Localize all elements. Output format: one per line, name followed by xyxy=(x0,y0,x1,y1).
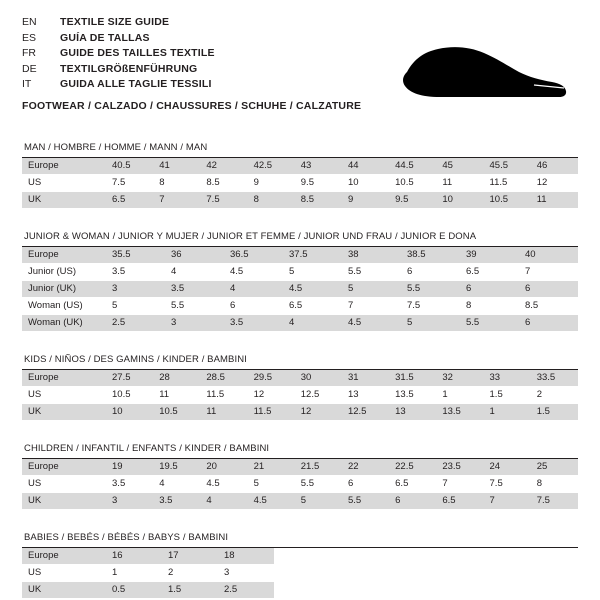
size-cell: 21.5 xyxy=(295,459,342,476)
size-table xyxy=(22,158,578,209)
size-cell: 35.5 xyxy=(106,247,165,264)
size-cell: 10.5 xyxy=(484,192,531,209)
size-cell: 6.5 xyxy=(389,476,436,493)
size-cell: 33 xyxy=(484,370,531,387)
language-title: GUIDA ALLE TAGLIE TESSILI xyxy=(60,78,212,90)
size-cell: 3.5 xyxy=(106,264,165,281)
size-cell: 17 xyxy=(162,548,218,565)
language-code: DE xyxy=(22,62,37,75)
language-code: EN xyxy=(22,16,37,28)
size-cell: 31.5 xyxy=(389,370,436,387)
language-row xyxy=(22,78,215,94)
table-row xyxy=(22,459,578,476)
size-cell: 7.5 xyxy=(200,192,247,209)
size-cell: 13 xyxy=(389,404,436,421)
language-title-list xyxy=(22,16,215,94)
size-row-label: UK xyxy=(22,192,106,209)
size-cell: 2 xyxy=(531,387,578,404)
language-title: GUÍA DE TALLAS xyxy=(60,31,150,44)
size-cell: 1 xyxy=(106,565,162,582)
size-cell: 22 xyxy=(342,459,389,476)
size-cell: 11.5 xyxy=(248,404,295,421)
size-cell: 42 xyxy=(200,158,247,175)
size-cell: 4.5 xyxy=(342,315,401,332)
size-cell: 5.5 xyxy=(295,476,342,493)
size-cell: 2.5 xyxy=(218,582,274,599)
table-row xyxy=(22,247,578,264)
size-cell: 19 xyxy=(106,459,153,476)
size-row-label: Junior (US) xyxy=(22,264,106,281)
size-cell: 29.5 xyxy=(248,370,295,387)
size-cell: 11 xyxy=(200,404,247,421)
table-row xyxy=(22,158,578,175)
size-cell: 7 xyxy=(484,493,531,510)
size-cell: 5.5 xyxy=(342,264,401,281)
size-cell: 9 xyxy=(342,192,389,209)
size-table xyxy=(22,548,578,599)
size-cell: 5 xyxy=(295,493,342,510)
size-cell: 10 xyxy=(106,404,153,421)
size-cell: 0.5 xyxy=(106,582,162,599)
size-row-label: Junior (UK) xyxy=(22,281,106,298)
size-cell: 24 xyxy=(484,459,531,476)
size-row-label: UK xyxy=(22,404,106,421)
table-row xyxy=(22,404,578,421)
size-cell: 10.5 xyxy=(153,404,200,421)
size-cell: 10 xyxy=(342,175,389,192)
size-cell: 4 xyxy=(153,476,200,493)
size-cell: 4 xyxy=(283,315,342,332)
size-cell: 16 xyxy=(106,548,162,565)
size-cell: 7 xyxy=(436,476,483,493)
size-cell: 10.5 xyxy=(106,387,153,404)
size-cell: 33.5 xyxy=(531,370,578,387)
size-cell: 12 xyxy=(248,387,295,404)
category-title: FOOTWEAR / CALZADO / CHAUSSURES / SCHUHE / CALZATURE xyxy=(22,99,362,112)
size-cell: 4 xyxy=(200,493,247,510)
size-cell: 3.5 xyxy=(224,315,283,332)
size-cell: 13 xyxy=(342,387,389,404)
size-cell: 2 xyxy=(162,565,218,582)
size-cell-filler xyxy=(274,548,578,565)
size-cell: 6.5 xyxy=(106,192,153,209)
size-table xyxy=(22,459,578,510)
size-cell: 11 xyxy=(436,175,483,192)
size-cell: 12.5 xyxy=(295,387,342,404)
size-cell: 23.5 xyxy=(436,459,483,476)
size-cell: 39 xyxy=(460,247,519,264)
language-row xyxy=(22,63,215,79)
size-cell-filler xyxy=(274,582,578,599)
size-cell: 12.5 xyxy=(342,404,389,421)
size-cell: 5.5 xyxy=(460,315,519,332)
size-cell: 7.5 xyxy=(106,175,153,192)
size-row-label: Europe xyxy=(22,548,106,565)
size-group xyxy=(22,532,578,599)
size-cell: 1.5 xyxy=(484,387,531,404)
size-cell: 10.5 xyxy=(389,175,436,192)
size-cell: 45 xyxy=(436,158,483,175)
size-cell: 5 xyxy=(283,264,342,281)
size-cell: 5.5 xyxy=(401,281,460,298)
table-row xyxy=(22,192,578,209)
table-row xyxy=(22,582,578,599)
size-cell: 1 xyxy=(484,404,531,421)
size-cell: 4.5 xyxy=(224,264,283,281)
language-code: FR xyxy=(22,47,36,59)
language-title: TEXTILGRÖßENFÜHRUNG xyxy=(60,62,198,75)
size-cell: 44.5 xyxy=(389,158,436,175)
language-code: IT xyxy=(22,78,32,90)
size-cell: 3 xyxy=(106,493,153,510)
size-group-heading: BABIES / BEBÉS / BÉBÉS / BABYS / BAMBINI xyxy=(22,532,578,548)
size-cell: 13.5 xyxy=(389,387,436,404)
page-header xyxy=(22,16,578,120)
size-cell: 4 xyxy=(224,281,283,298)
table-row xyxy=(22,175,578,192)
size-cell: 9.5 xyxy=(295,175,342,192)
size-cell: 19.5 xyxy=(153,459,200,476)
size-cell: 9 xyxy=(248,175,295,192)
size-cell: 38 xyxy=(342,247,401,264)
size-cell: 42.5 xyxy=(248,158,295,175)
size-cell: 45.5 xyxy=(484,158,531,175)
size-group-heading: KIDS / NIÑOS / DES GAMINS / KINDER / BAMBINI xyxy=(22,354,578,370)
size-row-label: Europe xyxy=(22,370,106,387)
size-cell: 4.5 xyxy=(248,493,295,510)
size-cell: 8 xyxy=(153,175,200,192)
size-row-label: Europe xyxy=(22,459,106,476)
language-title: TEXTILE SIZE GUIDE xyxy=(60,16,170,28)
size-cell: 28.5 xyxy=(200,370,247,387)
size-cell: 11.5 xyxy=(484,175,531,192)
size-cell: 6 xyxy=(460,281,519,298)
size-cell: 12 xyxy=(295,404,342,421)
size-cell: 6.5 xyxy=(283,298,342,315)
size-group xyxy=(22,231,578,332)
size-cell: 3 xyxy=(218,565,274,582)
size-row-label: Woman (UK) xyxy=(22,315,106,332)
size-cell: 3 xyxy=(165,315,224,332)
size-row-label: Europe xyxy=(22,158,106,175)
size-cell: 31 xyxy=(342,370,389,387)
size-cell: 37.5 xyxy=(283,247,342,264)
size-cell: 46 xyxy=(531,158,578,175)
size-cell: 8.5 xyxy=(519,298,578,315)
size-cell: 4.5 xyxy=(200,476,247,493)
size-row-label: Woman (US) xyxy=(22,298,106,315)
size-cell: 38.5 xyxy=(401,247,460,264)
size-row-label: US xyxy=(22,565,106,582)
size-cell: 40.5 xyxy=(106,158,153,175)
size-cell: 22.5 xyxy=(389,459,436,476)
size-cell: 1 xyxy=(436,387,483,404)
size-row-label: US xyxy=(22,387,106,404)
size-cell: 8.5 xyxy=(200,175,247,192)
size-cell: 8.5 xyxy=(295,192,342,209)
size-cell: 8 xyxy=(460,298,519,315)
size-group-heading: JUNIOR & WOMAN / JUNIOR Y MUJER / JUNIOR ET FEMME / JUNIOR UND FRAU / JUNIOR E DONA xyxy=(22,231,578,247)
size-cell: 41 xyxy=(153,158,200,175)
size-cell: 3.5 xyxy=(106,476,153,493)
size-cell: 28 xyxy=(153,370,200,387)
dress-shoe-icon xyxy=(388,42,568,104)
size-cell: 5 xyxy=(342,281,401,298)
size-cell: 1.5 xyxy=(162,582,218,599)
size-row-label: US xyxy=(22,476,106,493)
table-row xyxy=(22,565,578,582)
size-cell: 8 xyxy=(248,192,295,209)
size-cell: 27.5 xyxy=(106,370,153,387)
size-cell: 7 xyxy=(519,264,578,281)
size-cell: 6 xyxy=(401,264,460,281)
size-cell: 1.5 xyxy=(531,404,578,421)
size-cell: 5.5 xyxy=(165,298,224,315)
size-cell: 13.5 xyxy=(436,404,483,421)
language-code: ES xyxy=(22,31,37,44)
size-cell: 8 xyxy=(531,476,578,493)
size-cell: 6 xyxy=(342,476,389,493)
size-cell: 3 xyxy=(106,281,165,298)
size-cell: 6 xyxy=(519,315,578,332)
size-cell: 18 xyxy=(218,548,274,565)
size-cell: 6.5 xyxy=(436,493,483,510)
size-group xyxy=(22,443,578,510)
size-group-heading: MAN / HOMBRE / HOMME / MANN / MAN xyxy=(22,142,578,158)
language-row xyxy=(22,16,215,32)
size-cell-filler xyxy=(274,565,578,582)
size-cell: 25 xyxy=(531,459,578,476)
size-cell: 3.5 xyxy=(165,281,224,298)
size-cell: 43 xyxy=(295,158,342,175)
size-cell: 6 xyxy=(224,298,283,315)
size-group xyxy=(22,354,578,421)
size-cell: 5 xyxy=(248,476,295,493)
size-group xyxy=(22,142,578,209)
size-table xyxy=(22,370,578,421)
size-table xyxy=(22,247,578,332)
size-cell: 44 xyxy=(342,158,389,175)
language-title: GUIDE DES TAILLES TEXTILE xyxy=(60,47,215,59)
size-cell: 32 xyxy=(436,370,483,387)
language-row xyxy=(22,47,215,63)
table-row xyxy=(22,281,578,298)
size-cell: 4.5 xyxy=(283,281,342,298)
size-cell: 5.5 xyxy=(342,493,389,510)
table-row xyxy=(22,315,578,332)
size-cell: 2.5 xyxy=(106,315,165,332)
table-row xyxy=(22,298,578,315)
size-cell: 30 xyxy=(295,370,342,387)
size-cell: 11 xyxy=(531,192,578,209)
size-cell: 7.5 xyxy=(484,476,531,493)
size-row-label: UK xyxy=(22,582,106,599)
size-cell: 7.5 xyxy=(401,298,460,315)
table-row xyxy=(22,476,578,493)
size-cell: 20 xyxy=(200,459,247,476)
size-cell: 12 xyxy=(531,175,578,192)
size-cell: 21 xyxy=(248,459,295,476)
table-row xyxy=(22,493,578,510)
table-row xyxy=(22,370,578,387)
size-cell: 5 xyxy=(106,298,165,315)
size-cell: 5 xyxy=(401,315,460,332)
size-row-label: Europe xyxy=(22,247,106,264)
size-cell: 10 xyxy=(436,192,483,209)
size-cell: 9.5 xyxy=(389,192,436,209)
size-cell: 7.5 xyxy=(531,493,578,510)
size-cell: 3.5 xyxy=(153,493,200,510)
table-row xyxy=(22,548,578,565)
size-cell: 11 xyxy=(153,387,200,404)
size-cell: 4 xyxy=(165,264,224,281)
language-row xyxy=(22,32,215,48)
size-group-heading: CHILDREN / INFANTIL / ENFANTS / KINDER / BAMBINI xyxy=(22,443,578,459)
size-tables-container xyxy=(22,142,578,599)
table-row xyxy=(22,264,578,281)
size-row-label: US xyxy=(22,175,106,192)
size-cell: 7 xyxy=(342,298,401,315)
size-cell: 36 xyxy=(165,247,224,264)
table-row xyxy=(22,387,578,404)
size-row-label: UK xyxy=(22,493,106,510)
size-cell: 6 xyxy=(519,281,578,298)
size-cell: 6.5 xyxy=(460,264,519,281)
size-cell: 11.5 xyxy=(200,387,247,404)
size-cell: 6 xyxy=(389,493,436,510)
size-cell: 36.5 xyxy=(224,247,283,264)
size-cell: 7 xyxy=(153,192,200,209)
size-cell: 40 xyxy=(519,247,578,264)
